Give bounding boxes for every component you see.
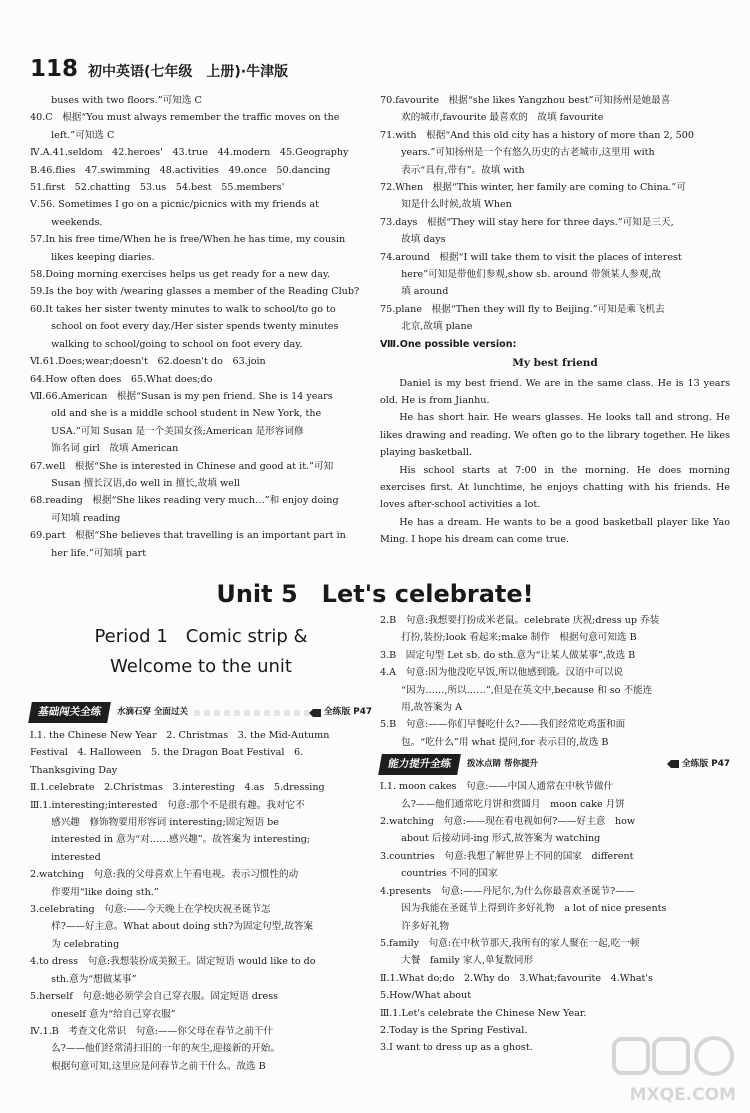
advanced-answers — [380, 778, 730, 1057]
answer-line: 2.Today is the Spring Festival. — [380, 1024, 528, 1036]
answer-line: “因为……,所以……”,但是在英文中,because 和 so 不能连 — [401, 684, 653, 696]
essay-paragraph: He has short hair. He wears glasses. He looks tall and strong. He likes drawing and reading. We often go to the library together. He likes playing basketball. — [380, 412, 730, 459]
watermark-url: MXQE.COM — [629, 1085, 736, 1105]
answer-line: 饰名词 girl 故填 American — [51, 443, 179, 455]
answer-line: 3.B 固定句型 Let sb. do sth.意为“让某人做某事”,故选 B — [380, 649, 636, 661]
answer-line: 故填 days — [401, 234, 446, 246]
essay-title: My best friend — [512, 357, 598, 370]
answers-70-75 — [380, 92, 730, 336]
pencil-icon — [309, 709, 321, 717]
answer-line: walking to school/going to school on foot every day. — [51, 338, 303, 350]
answer-line: Ⅲ.1.Let's celebrate the Chinese New Year. — [380, 1007, 587, 1019]
watermark-icon — [608, 1033, 738, 1083]
period-title — [30, 622, 372, 682]
answer-line: years.”可知扬州是一个有悠久历史的古老城市,这里用 with — [401, 147, 655, 159]
answer-line: 5.B 句意:——你们早餐吃什么?——我们经常吃鸡蛋和面 — [380, 719, 626, 731]
book-title: 初中英语(七年级 上册)·牛津版 — [88, 64, 289, 80]
answer-line: 71.with 根据“And this old city has a history of more than 2, 500 — [380, 129, 694, 141]
page-header — [30, 56, 288, 82]
answer-line: Susan 擅长汉语,do well in 擅长,故填 well — [51, 477, 240, 489]
essay-paragraph: He has a dream. He wants to be a good basketball player like Yao Ming. I hope his dream can come true. — [380, 516, 730, 546]
answer-line: 2.watching 句意:我的父母喜欢上午看电视。表示习惯性的动 — [30, 869, 299, 881]
answer-line: Ⅰ.1. the Chinese New Year 2. Christmas 3. the Mid-Autumn — [30, 730, 330, 741]
answer-line: interested in 意为“对……感兴趣”。故答案为 interesting; — [51, 834, 311, 846]
answer-line: likes keeping diaries. — [51, 251, 155, 263]
pencil-icon — [667, 760, 679, 768]
answers-left-bottom — [30, 700, 372, 1075]
answer-line: 因为我能在圣诞节上得到许多好礼物 a lot of nice presents — [401, 903, 667, 915]
answer-line: 4.to dress 句意:我想装扮成美猴王。固定短语 would like to do — [30, 956, 316, 968]
answer-line: about 后接动词-ing 形式,故答案为 watching — [401, 833, 601, 845]
answer-line: interested — [51, 851, 101, 863]
watermark-logo — [608, 1033, 738, 1105]
answer-line: 表示“具有,带有”。故填 with — [401, 164, 525, 176]
answer-line: weekends. — [51, 216, 103, 228]
answer-line: 根据句意可知,这里应是问春节之前干什么。故选 B — [51, 1060, 266, 1072]
answer-line: 75.plane 根据“Then they will fly to Beijing.”可知是乘飞机去 — [380, 303, 665, 315]
answer-line: oneself 意为“给自己穿衣服” — [51, 1008, 176, 1020]
answer-line: 64.How often does 65.What does;do — [30, 373, 213, 385]
answer-line: 70.favourite 根据“she likes Yangzhou best”可知扬州是她最喜 — [380, 95, 671, 106]
answer-line: 么?——他们通常吃月饼和赏圆月 moon cake 月饼 — [401, 798, 625, 810]
answer-line: 大餐 family 家人,单复数同形 — [401, 955, 534, 967]
answer-line: Ⅲ.1.interesting;interested 句意:那个不是很有趣。我对它不 — [30, 799, 305, 811]
answer-line: 57.In his free time/When he is free/When he has time, my cousin — [30, 234, 346, 246]
answer-line: 3.I want to dress up as a ghost. — [380, 1042, 533, 1054]
answer-line: 打扮,装扮;look 看起来;make 制作 根据句意可知选 B — [401, 632, 637, 644]
section-ref — [667, 756, 730, 773]
basic-answers — [30, 727, 372, 1075]
essay-paragraph: His school starts at 7:00 in the morning. He does morning exercises first. At lunchtime, he enjoys chatting with his friends. He loves after-school activities a lot. — [380, 464, 730, 511]
section-banner-advanced — [380, 754, 730, 774]
period-title-line2: Welcome to the unit — [110, 656, 292, 677]
answer-line: 67.well 根据“She is interested in Chinese and good at it.”可知 — [30, 460, 334, 472]
answer-line: USA.”可知 Susan 是一个美国女孩;American 是形容词修 — [51, 425, 304, 437]
answer-line: 许多好礼物 — [401, 920, 450, 932]
answer-line: 欢的城市,favourite 最喜欢的 故填 favourite — [401, 112, 604, 124]
section-badge: 基础闯关全练 — [28, 702, 111, 723]
essay-paragraph: Daniel is my best friend. We are in the same class. He is 13 years old. He is from Jianhu. — [380, 377, 730, 406]
answer-line: 么?——他们经常清扫旧的一年的灰尘,迎接新的开始。 — [51, 1043, 280, 1055]
answer-line: left.”可知选 C — [51, 129, 115, 141]
answer-line: 作要用“like doing sth.” — [51, 886, 159, 898]
section-motto: 水滴石穿 全面过关 — [117, 707, 188, 718]
answer-line: 北京,故填 plane — [401, 321, 473, 333]
answers-right-top — [380, 92, 730, 549]
answer-line: Ⅴ.56. Sometimes I go on a picnic/picnics with my friends at — [30, 199, 319, 211]
answers-right-bottom — [380, 612, 730, 1057]
answer-line: school on foot every day./Her sister spends twenty minutes — [51, 321, 339, 333]
answer-line: 68.reading 根据“She likes reading very much…”和 enjoy doing — [30, 495, 339, 507]
answer-line: 知是什么时候,故填 When — [401, 199, 512, 211]
answer-line: 为 celebrating — [51, 938, 120, 950]
answer-line: 51.first 52.chatting 53.us 54.best 55.members' — [30, 182, 285, 194]
answer-line: 73.days 根据“They will stay here for three days.”可知是三天, — [380, 216, 674, 228]
answer-line: 填 around — [401, 286, 449, 298]
page-number: 118 — [30, 56, 79, 82]
section-banner-basic — [30, 703, 372, 723]
answer-line: Ⅳ.A.41.seldom 42.heroes' 43.true 44.modern 45.Geography — [30, 147, 349, 159]
answer-line: 60.It takes her sister twenty minutes to walk to school/to go to — [30, 303, 336, 315]
answer-line: 包。“吃什么”用 what 提问,for 表示目的,故选 B — [401, 736, 609, 748]
answer-line: Thanksgiving Day — [30, 764, 118, 776]
section-badge: 能力提升全练 — [378, 754, 461, 775]
answer-line: Ⅱ.1.celebrate 2.Christmas 3.interesting 4.as 5.dressing — [30, 782, 325, 794]
answer-line: 可知填 reading — [51, 512, 121, 524]
answer-line: here”可知是带他们参观,show sb. around 带领某人参观,故 — [401, 269, 662, 281]
banner-stripe — [194, 710, 309, 716]
answer-line: 58.Doing morning exercises helps us get ready for a new day. — [30, 269, 331, 281]
answer-line: 4.A 句意:因为他没吃早饭,所以他感到饿。汉语中可以说 — [380, 667, 624, 679]
answer-line: 3.celebrating 句意:——今天晚上在学校庆祝圣诞节怎 — [30, 904, 271, 916]
version-label: Ⅷ.One possible version: — [380, 338, 517, 350]
basic-answers-cont — [380, 612, 730, 751]
answer-line: 5.family 句意:在中秋节那天,我所有的家人聚在一起,吃一顿 — [380, 937, 640, 949]
answer-line: 感兴趣 修饰物要用形容词 interesting;固定短语 be — [51, 817, 279, 829]
answer-line: 5.How/What about — [380, 990, 472, 1002]
answer-line: sth.意为“想做某事” — [51, 973, 137, 985]
answer-line: 74.around 根据“I will take them to visit the places of interest — [380, 251, 682, 263]
answer-line: Ⅰ.1. moon cakes 句意:——中国人通常在中秋节做什 — [380, 781, 614, 793]
answer-line: buses with two floors.”可知选 C — [51, 95, 202, 106]
answer-line: 40.C 根据“You must always remember the traffic moves on the — [30, 112, 340, 124]
answer-line: 59.Is the boy with /wearing glasses a member of the Reading Club? — [30, 286, 360, 298]
answer-line: Festival 4. Halloween 5. the Dragon Boat Festival 6. — [30, 747, 304, 759]
period-title-line1: Period 1 Comic strip & — [94, 626, 308, 647]
answer-line: B.46.flies 47.swimming 48.activities 49.once 50.dancing — [30, 164, 331, 176]
answer-line: 5.herself 句意:她必须学会自己穿衣服。固定短语 dress — [30, 991, 279, 1003]
answer-line: Ⅶ.66.American 根据“Susan is my pen friend. She is 14 years — [30, 390, 333, 402]
section-ref-label: 全练版 P47 — [323, 707, 372, 718]
answer-line: countries 不同的国家 — [401, 868, 498, 880]
answer-line: Ⅵ.61.Does;wear;doesn't 62.doesn't do 63.join — [30, 356, 266, 368]
answer-line: 3.countries 句意:我想了解世界上不同的国家 different — [380, 850, 634, 862]
section-motto: 拨冰点睛 帮你提升 — [467, 758, 538, 769]
answer-line: 用,故答案为 A — [401, 702, 463, 714]
answer-line: 72.When 根据“This winter, her family are coming to China.”可 — [380, 182, 686, 194]
section-ref-label: 全练版 P47 — [681, 758, 730, 769]
answers-left-top — [30, 92, 372, 562]
answer-line: 样?——好主意。What about doing sth?为固定句型,故答案 — [51, 921, 314, 933]
answer-line: her life.”可知填 part — [51, 547, 147, 559]
answer-line: 69.part 根据“She believes that travelling is an important part in — [30, 530, 346, 542]
unit-title: Unit 5 Let's celebrate! — [216, 580, 534, 608]
answer-line: Ⅳ.1.B 考查文化常识 句意:——你父母在春节之前干什 — [30, 1025, 274, 1037]
section-ref — [309, 704, 372, 721]
answer-line: old and she is a middle school student in New York, the — [51, 408, 322, 420]
answer-line: 4.presents 句意:——丹尼尔,为什么你最喜欢圣诞节?—— — [380, 885, 635, 897]
answer-line: Ⅱ.1.What do;do 2.Why do 3.What;favourite 4.What's — [380, 972, 653, 984]
answer-line: 2.B 句意:我想要打扮成米老鼠。celebrate 庆祝;dress up 乔装 — [380, 615, 660, 626]
answer-line: 2.watching 句意:——现在看电视如何?——好主意 how — [380, 816, 636, 828]
